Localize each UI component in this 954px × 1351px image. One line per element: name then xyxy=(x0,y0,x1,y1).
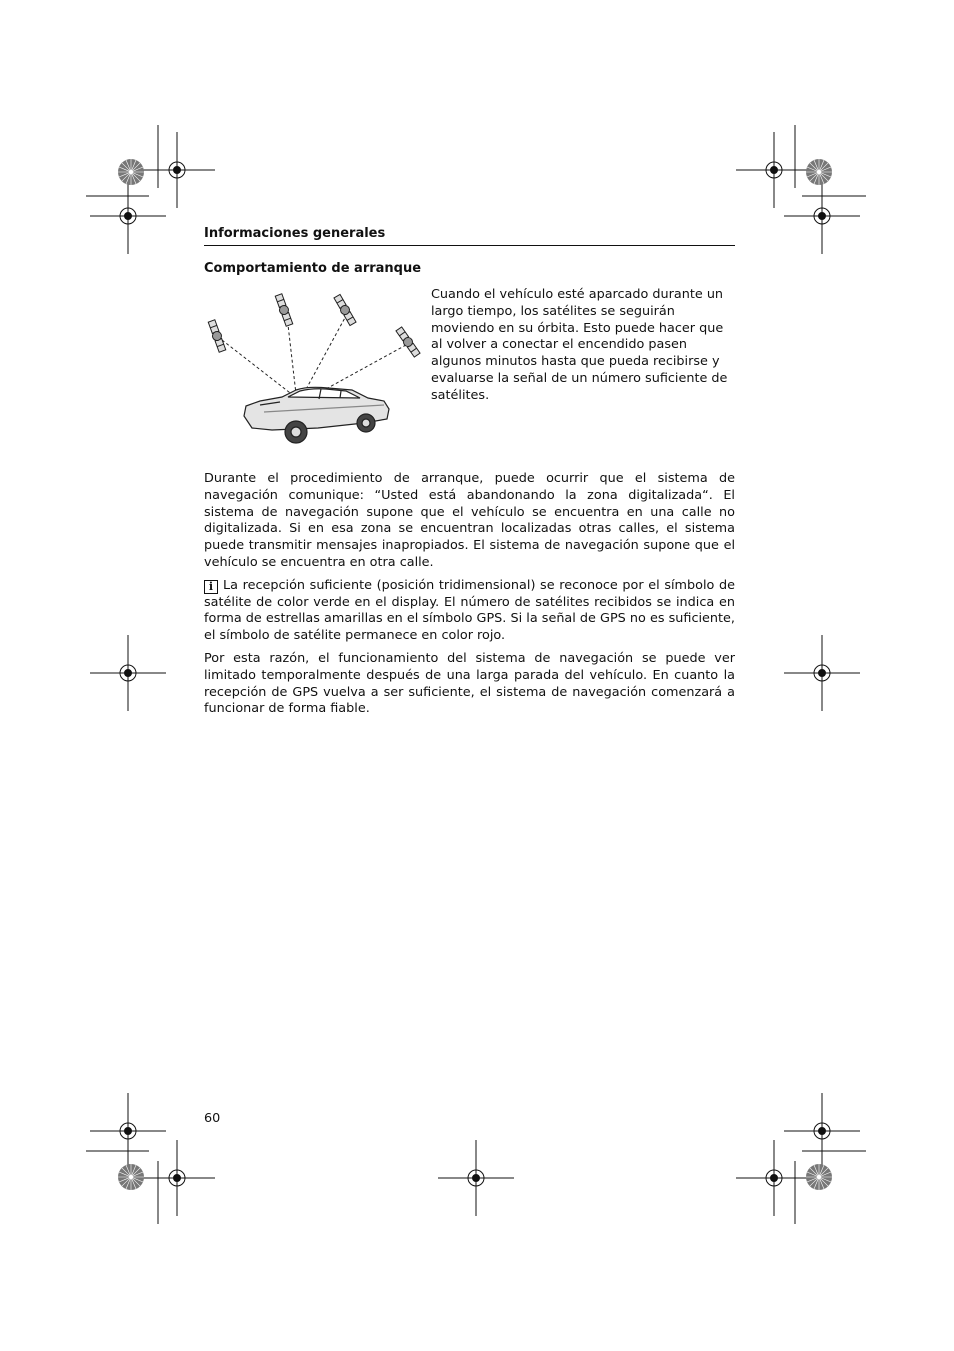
intro-paragraph: Cuando el vehículo esté aparcado durante un largo tiempo, los satélites se seguirán moviendo en su órbita. Esto puede hacer que al volver a conectar el encendido pasen algunos minutos hasta que pueda recibirse y evaluarse la señal de un número suficiente de satélites. xyxy=(431,287,728,403)
registration-mark-top-right xyxy=(736,132,812,208)
registration-mark-top-left-2 xyxy=(90,178,166,254)
gps-reception-text: La recepción suficiente (posición tridimensional) se reconoce por el símbolo de satélite de color verde en el display. El número de satélites recibidos se indica en forma de estrellas amarillas en el símbolo GPS. Si la señal de GPS no es suficiente, el símbolo de satélite permanece en color rojo. xyxy=(204,577,735,644)
registration-mark-top-right-2 xyxy=(784,178,860,254)
paragraph-abandoning-zone: Durante el procedimiento de arranque, puede ocurrir que el sistema de navegación comunique: “Usted está abandonando la zona digitalizada“. El sistema de navegación supone que el vehículo se encuentra en una calle no digitalizada. Si en esa zona se encuentran localizadas otras calles, el sistema puede transmitir mensajes inapropiados. El sistema de navegación supone que el vehículo se encuentra en otra calle. xyxy=(204,471,735,570)
section-header: Informaciones generales xyxy=(204,226,735,246)
page-number: 60 xyxy=(204,1111,221,1126)
section-title: Comportamiento de arranque xyxy=(204,261,422,276)
color-target-top-left xyxy=(118,159,144,185)
registration-mark-bottom-center xyxy=(438,1140,514,1216)
registration-mark-bottom-left xyxy=(90,1093,166,1169)
color-target-bottom-left xyxy=(118,1164,144,1190)
satellite-icon xyxy=(395,326,421,357)
registration-mark-mid-right xyxy=(784,635,860,711)
satellite-icon xyxy=(274,293,293,326)
paragraph-gps-reception xyxy=(204,578,735,645)
car-icon xyxy=(244,387,389,443)
satellite-icon xyxy=(333,294,357,326)
registration-mark-top-left xyxy=(139,132,215,208)
registration-mark-bottom-right xyxy=(784,1093,860,1169)
registration-mark-bottom-left-2 xyxy=(139,1140,215,1216)
satellite-icon xyxy=(207,319,226,352)
color-target-top-right xyxy=(806,159,832,185)
color-target-bottom-right xyxy=(806,1164,832,1190)
info-icon: i xyxy=(204,580,218,594)
paragraph-limited-function: Por esta razón, el funcionamiento del sistema de navegación se puede ver limitado temporalmente después de una larga parada del vehículo. En cuanto la recepción de GPS vuelva a ser suficiente, el sistema de navegación comenzará a funcionar de forma fiable. xyxy=(204,650,735,717)
registration-mark-mid-left xyxy=(90,635,166,711)
body-text xyxy=(204,471,735,724)
satellite-car-illustration xyxy=(200,288,422,448)
registration-mark-bottom-right-2 xyxy=(736,1140,812,1216)
